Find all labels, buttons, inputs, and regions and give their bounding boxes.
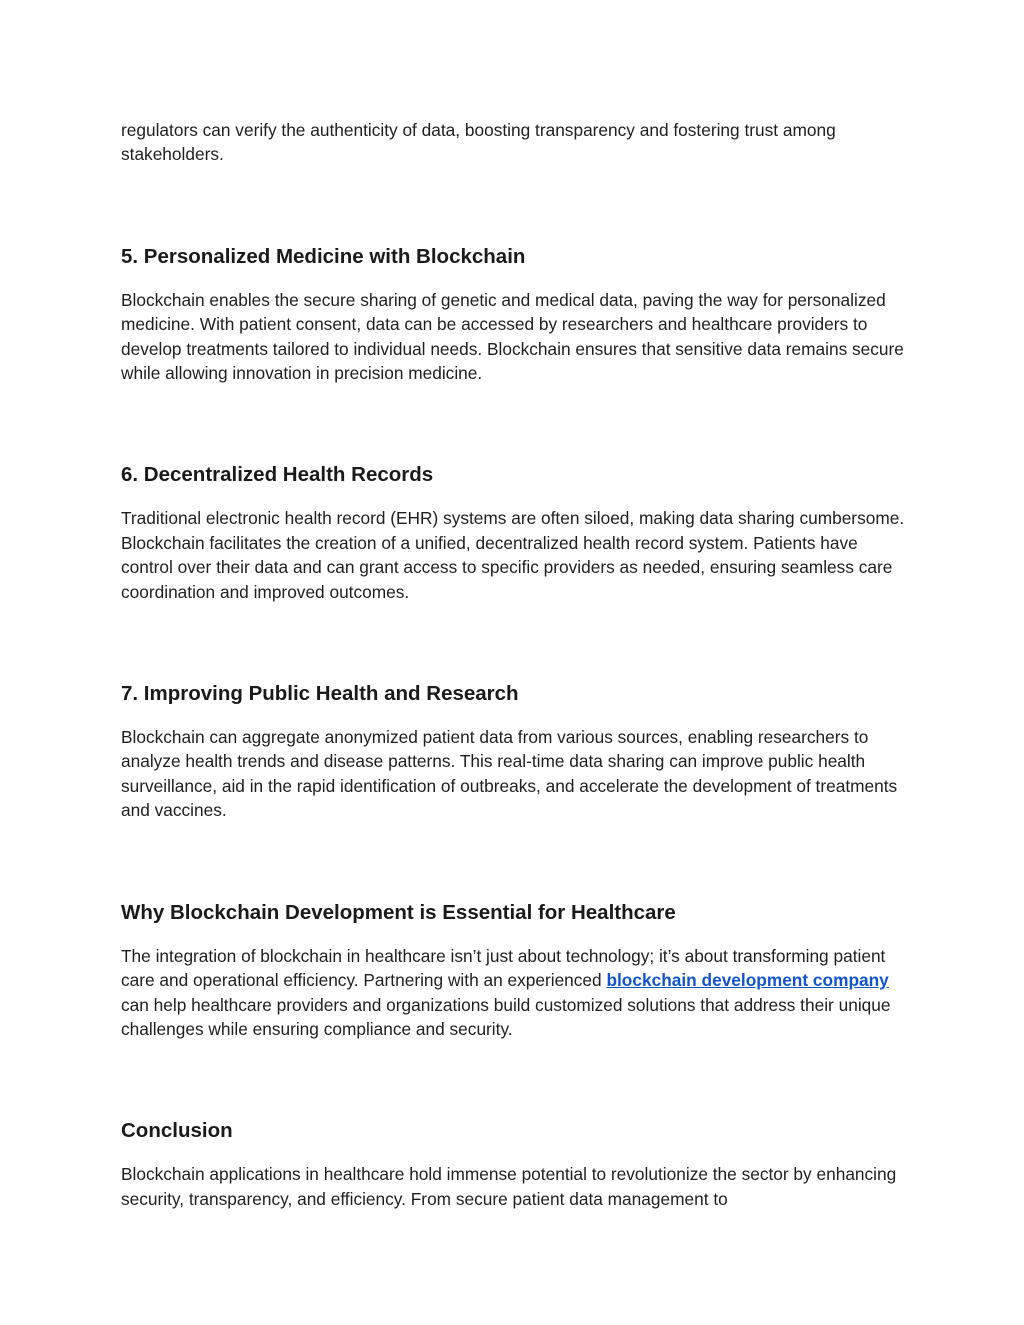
section-body: Blockchain can aggregate anonymized patient data from various sources, enabling researchers to analyze health trends and disease patterns. This real-time data sharing can improve public health surveillance, aid in the rapid identification of outbreaks, and accelerate the development of treatments and vaccines. bbox=[121, 727, 898, 821]
section-heading: Conclusion bbox=[121, 1119, 233, 1143]
section-conclusion bbox=[121, 1117, 911, 1211]
section-heading: 6. Decentralized Health Records bbox=[121, 463, 434, 487]
section-heading: 5. Personalized Medicine with Blockchain bbox=[121, 244, 526, 268]
document-page bbox=[121, 118, 911, 1211]
section-public-health bbox=[121, 680, 911, 823]
section-heading: Why Blockchain Development is Essential for Healthcare bbox=[121, 900, 676, 924]
body-text-after-link: can help healthcare providers and organizations build customized solutions that address their unique challenges while ensuring compliance and security. bbox=[121, 994, 891, 1039]
section-body bbox=[121, 944, 911, 1042]
body-text-before-link: The integration of blockchain in healthcare isn’t just about technology; it’s about transforming patient care and operational efficiency. Partnering with an experienced bbox=[121, 945, 886, 991]
section-decentralized-records bbox=[121, 461, 911, 604]
section-why-blockchain bbox=[121, 899, 911, 1042]
section-personalized-medicine bbox=[121, 243, 911, 386]
section-body: Traditional electronic health record (EHR) systems are often siloed, making data sharing cumbersome. Blockchain facilitates the creation of a unified, decentralized health record system. Patients have control over their data and can grant access to specific providers as needed, ensuring seamless care coordination and improved outcomes. bbox=[121, 508, 905, 602]
section-heading: 7. Improving Public Health and Research bbox=[121, 682, 519, 706]
blockchain-development-company-link[interactable]: blockchain development company bbox=[606, 970, 889, 991]
intro-paragraph: regulators can verify the authenticity of data, boosting transparency and fostering trust among stakeholders. bbox=[121, 120, 836, 165]
section-body: Blockchain applications in healthcare hold immense potential to revolutionize the sector by enhancing security, transparency, and efficiency. From secure patient data management to bbox=[121, 1164, 897, 1209]
section-body: Blockchain enables the secure sharing of genetic and medical data, paving the way for personalized medicine. With patient consent, data can be accessed by researchers and healthcare providers to develop treatments tailored to individual needs. Blockchain ensures that sensitive data remains secure while allowing innovation in precision medicine. bbox=[121, 289, 904, 384]
